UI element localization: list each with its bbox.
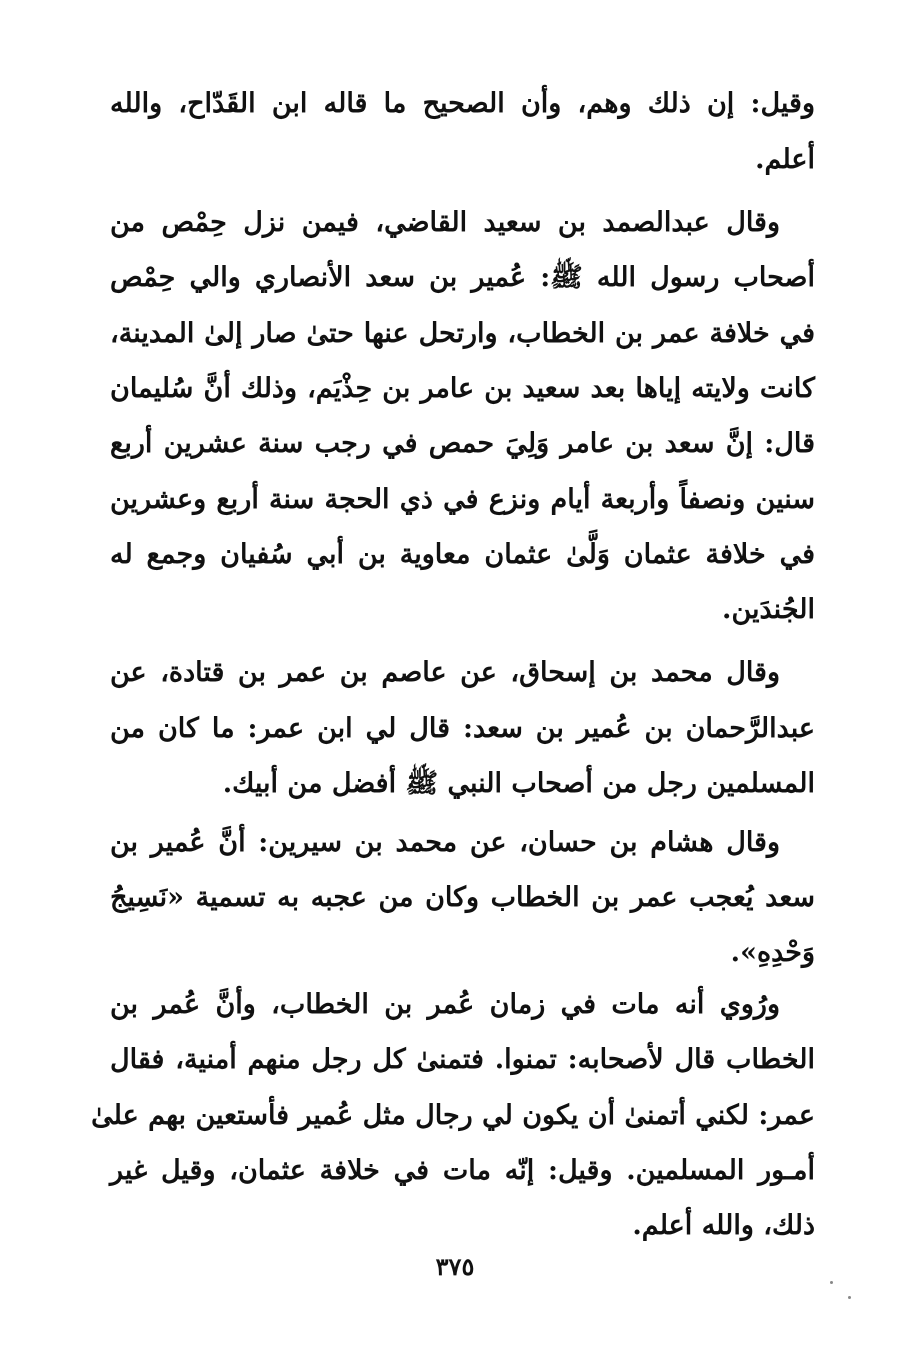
text-line: كانت ولايته إياها بعد سعيد بن عامر بن حِذْيَم، وذلك أنَّ سُليمان bbox=[110, 373, 815, 404]
text-line: سنين ونصفاً وأربعة أيام ونزع في ذي الحجة سنة أربع وعشرين bbox=[110, 484, 815, 515]
text-line: وقال عبدالصمد بن سعيد القاضي، فيمن نزل حِمْص من bbox=[110, 207, 780, 238]
text-line: قال: إنَّ سعد بن عامر وَلِيَ حمص في رجب سنة عشرين أربع bbox=[110, 428, 815, 459]
text-line: في خلافة عمر بن الخطاب، وارتحل عنها حتىٰ صار إلىٰ المدينة، bbox=[110, 318, 815, 349]
text-line: الخطاب قال لأصحابه: تمنوا. فتمنىٰ كل رجل منهم أمنية، فقال bbox=[110, 1044, 815, 1075]
scan-speck bbox=[830, 1281, 833, 1284]
text-line: أصحاب رسول الله ﷺ: عُمير بن سعد الأنصاري والي حِمْص bbox=[110, 262, 815, 293]
text-line: وقال هشام بن حسان، عن محمد بن سيرين: أنَّ عُمير بن bbox=[110, 827, 780, 858]
text-line: أمـور المسلمين. وقيل: إنّه مات في خلافة عثمان، وقيل غير bbox=[110, 1155, 815, 1186]
text-line: عبدالرَّحمان بن عُمير بن سعد: قال لي ابن عمر: ما كان من bbox=[110, 713, 815, 744]
text-line: في خلافة عثمان وَلَّىٰ عثمان معاوية بن أبي سُفيان وجمع له bbox=[110, 539, 815, 570]
text-line: ذلك، والله أعلم. bbox=[632, 1210, 815, 1241]
text-line: عمر: لكني أتمنىٰ أن يكون لي رجال مثل عُمير فأستعين بهم علىٰ bbox=[91, 1100, 815, 1131]
text-line: المسلمين رجل من أصحاب النبي ﷺ أفضل من أبيك. bbox=[222, 768, 815, 799]
text-line: سعد يُعجب عمر بن الخطاب وكان من عجبه به تسمية «نَسِيجُ bbox=[110, 882, 815, 913]
text-line: الجُندَين. bbox=[722, 594, 815, 625]
text-line: وَحْدِهِ». bbox=[730, 937, 815, 968]
text-line: أعلم. bbox=[755, 144, 815, 175]
text-line: ورُوي أنه مات في زمان عُمر بن الخطاب، وأنَّ عُمر بن bbox=[110, 989, 780, 1020]
scan-speck bbox=[848, 1296, 851, 1299]
page-number: ٣٧٥ bbox=[435, 1252, 475, 1281]
text-line: وقال محمد بن إسحاق، عن عاصم بن عمر بن قتادة، عن bbox=[110, 657, 780, 688]
text-line: وقيل: إن ذلك وهم، وأن الصحيح ما قاله ابن القَدّاح، والله bbox=[110, 88, 815, 119]
